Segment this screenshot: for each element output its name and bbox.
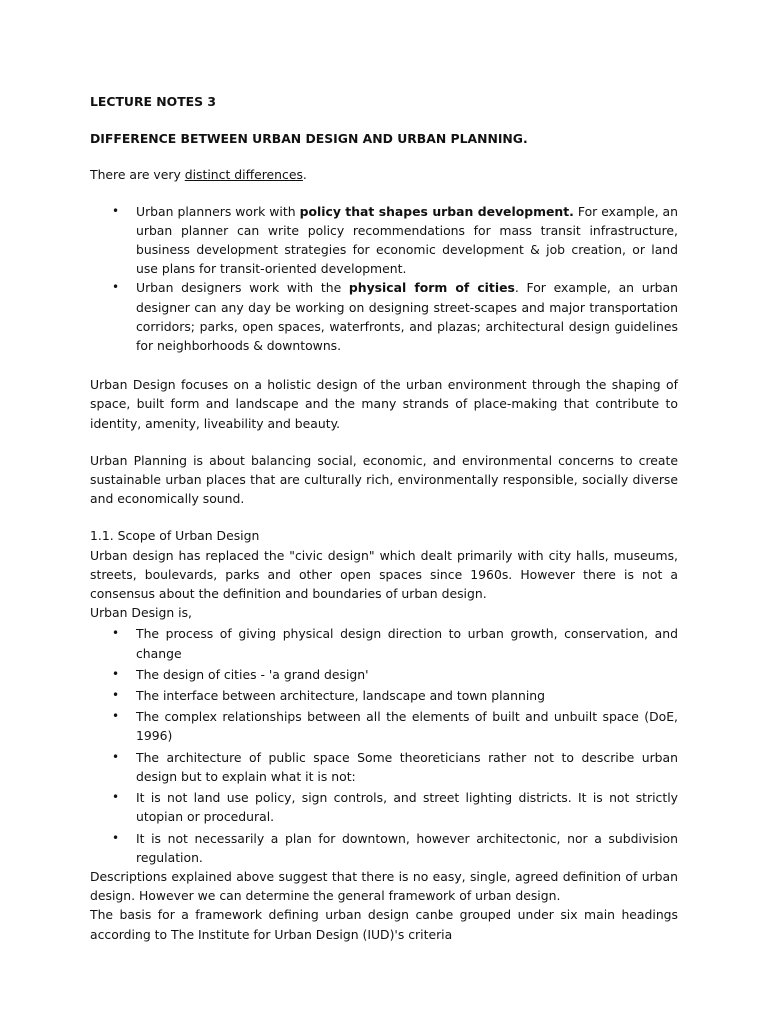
bullet-icon: • <box>112 749 120 764</box>
list-item-text: The interface between architecture, landscape and town planning <box>136 688 545 704</box>
bullet-icon: • <box>112 688 120 703</box>
descriptions-paragraph: Descriptions explained above suggest that there is no easy, single, agreed definition of urban design. However we can determine the general framework of urban design. <box>90 868 678 904</box>
document-page <box>90 88 678 944</box>
list-item <box>90 278 678 355</box>
list-item <box>90 686 678 705</box>
list-item-text: It is not land use policy, sign controls, and street lighting districts. It is not strictly utopian or procedural. <box>136 790 678 825</box>
bullet-icon: • <box>112 790 120 805</box>
bullet-icon: • <box>112 666 120 681</box>
list-item-bold: physical form of cities <box>348 280 515 296</box>
list-item <box>90 829 678 867</box>
list-item <box>90 624 678 662</box>
scope-title: 1.1. Scope of Urban Design <box>90 528 260 544</box>
lecture-title: LECTURE NOTES 3 <box>90 94 216 109</box>
bullet-icon: • <box>112 830 120 845</box>
list-item-text: The architecture of public space Some theoreticians rather not to describe urban design but to explain what it is not: <box>136 749 678 784</box>
bullet-icon: • <box>112 626 120 641</box>
urban-design-is-label: Urban Design is, <box>90 605 192 621</box>
urban-design-list <box>90 624 678 866</box>
list-item-text: For example, an urban planner can write policy recommendations for mass transit infrastructure, business development strategies for economic development & job creation, or land use plans for transit-oriented development. <box>136 203 678 277</box>
list-item <box>90 748 678 786</box>
list-item-text: Urban planners work with <box>136 203 300 219</box>
list-item-text: The process of giving physical design direction to urban growth, conservation, and change <box>136 626 678 661</box>
distinct-differences-link: distinct differences <box>184 167 303 183</box>
list-item <box>90 707 678 745</box>
intro-text-after: . <box>302 167 307 183</box>
intro-text-before: There are very <box>90 167 185 183</box>
bullet-icon: • <box>112 203 120 218</box>
basis-paragraph: The basis for a framework defining urban design canbe grouped under six main headings according to The Institute for Urban Design (IUD)'s criteria <box>90 907 678 942</box>
list-item-text: The complex relationships between all the elements of built and unbuilt space (DoE, 1996) <box>136 709 678 744</box>
list-item <box>90 202 678 279</box>
list-item <box>90 788 678 826</box>
bullet-icon: • <box>112 280 120 295</box>
list-item-text: Urban designers work with the <box>136 280 349 296</box>
list-item-bold: policy that shapes urban development. <box>299 203 574 219</box>
section-title: DIFFERENCE BETWEEN URBAN DESIGN AND URBAN PLANNING. <box>90 131 528 147</box>
intro-line <box>90 165 678 184</box>
list-item-text: It is not necessarily a plan for downtown, however architectonic, nor a subdivision regulation. <box>136 830 678 865</box>
urban-design-paragraph: Urban Design focuses on a holistic design of the urban environment through the shaping of space, built form and landscape and the many strands of place-making that contribute to identity, amenity, liveability and beauty. <box>90 377 678 431</box>
urban-planning-paragraph: Urban Planning is about balancing social, economic, and environmental concerns to create sustainable urban places that are culturally rich, environmentally responsible, socially diverse and economically sound. <box>90 452 678 507</box>
list-item-text: . For example, an urban designer can any day be working on designing street-scapes and major transportation corridors; parks, open spaces, waterfronts, and plazas; architectural design guidelines for neighborhoods & downtowns. <box>136 280 678 354</box>
list-item <box>90 665 678 684</box>
bullet-icon: • <box>112 709 120 724</box>
differences-list <box>90 202 678 356</box>
list-item-text: The design of cities - 'a grand design' <box>136 666 369 682</box>
scope-paragraph: Urban design has replaced the "civic design" which dealt primarily with city halls, museums, streets, boulevards, parks and other open spaces since 1960s. However there is not a consensus about the definition and boundaries of urban design. <box>90 547 678 602</box>
